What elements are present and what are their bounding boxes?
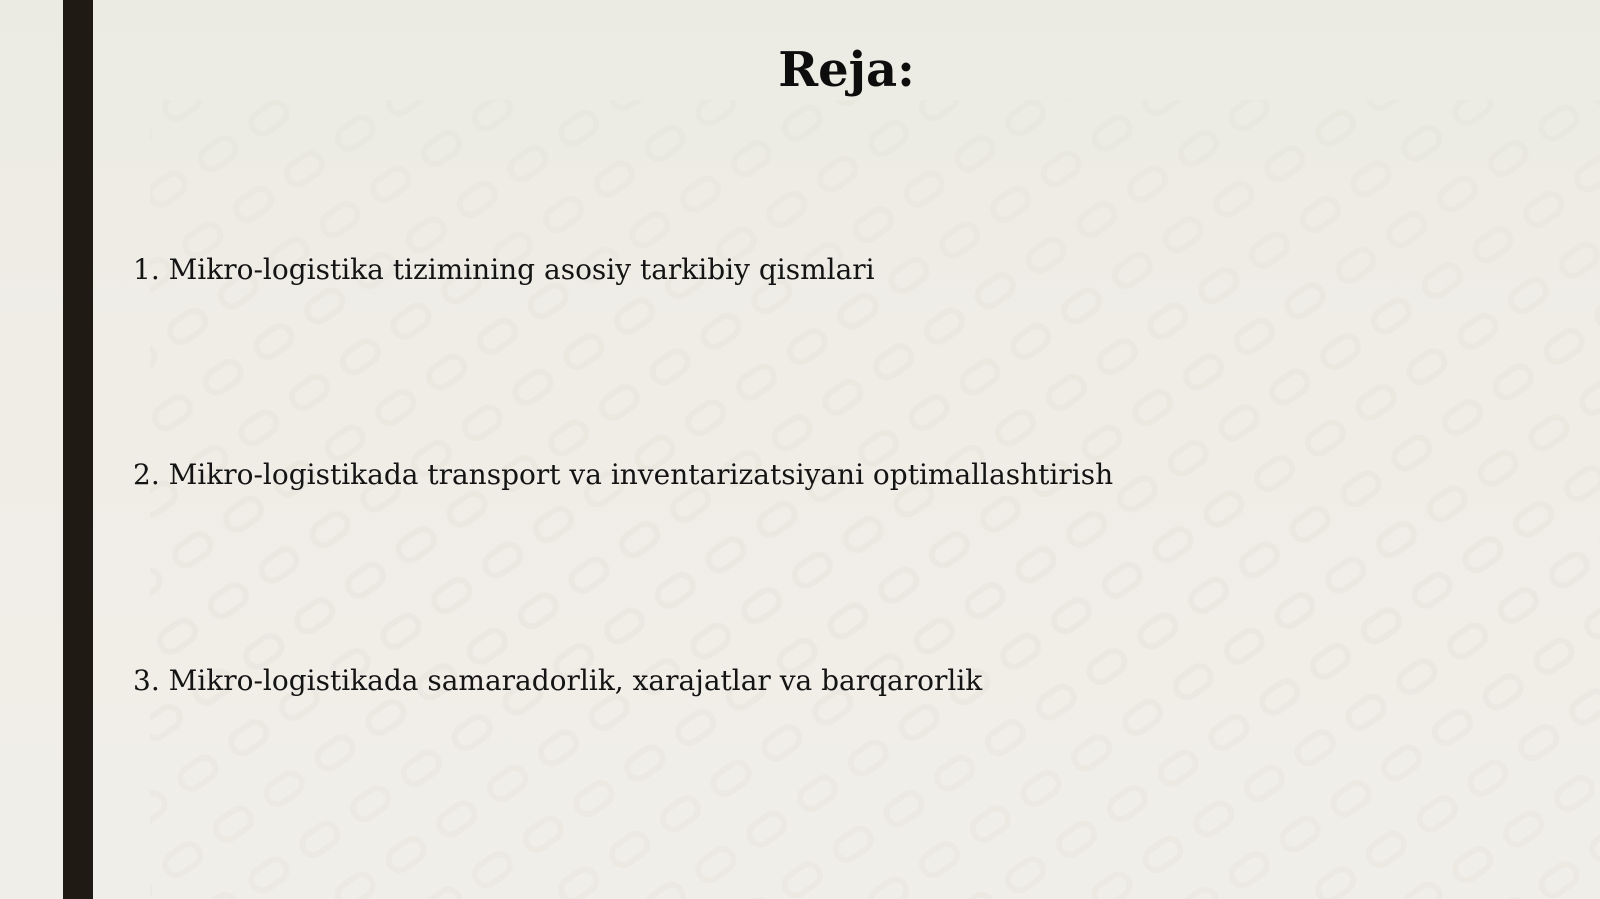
background-pattern <box>150 100 1600 899</box>
plan-item-3: 3. Mikro-logistikada samaradorlik, xarajatlar va barqarorlik <box>133 664 983 697</box>
plan-item-2: 2. Mikro-logistikada transport va inventarizatsiyani optimallashtirish <box>133 458 1114 491</box>
slide-title: Reja: <box>778 42 915 98</box>
plan-item-1: 1. Mikro-logistika tizimining asosiy tarkibiy qismlari <box>133 253 875 286</box>
accent-bar <box>63 0 93 899</box>
